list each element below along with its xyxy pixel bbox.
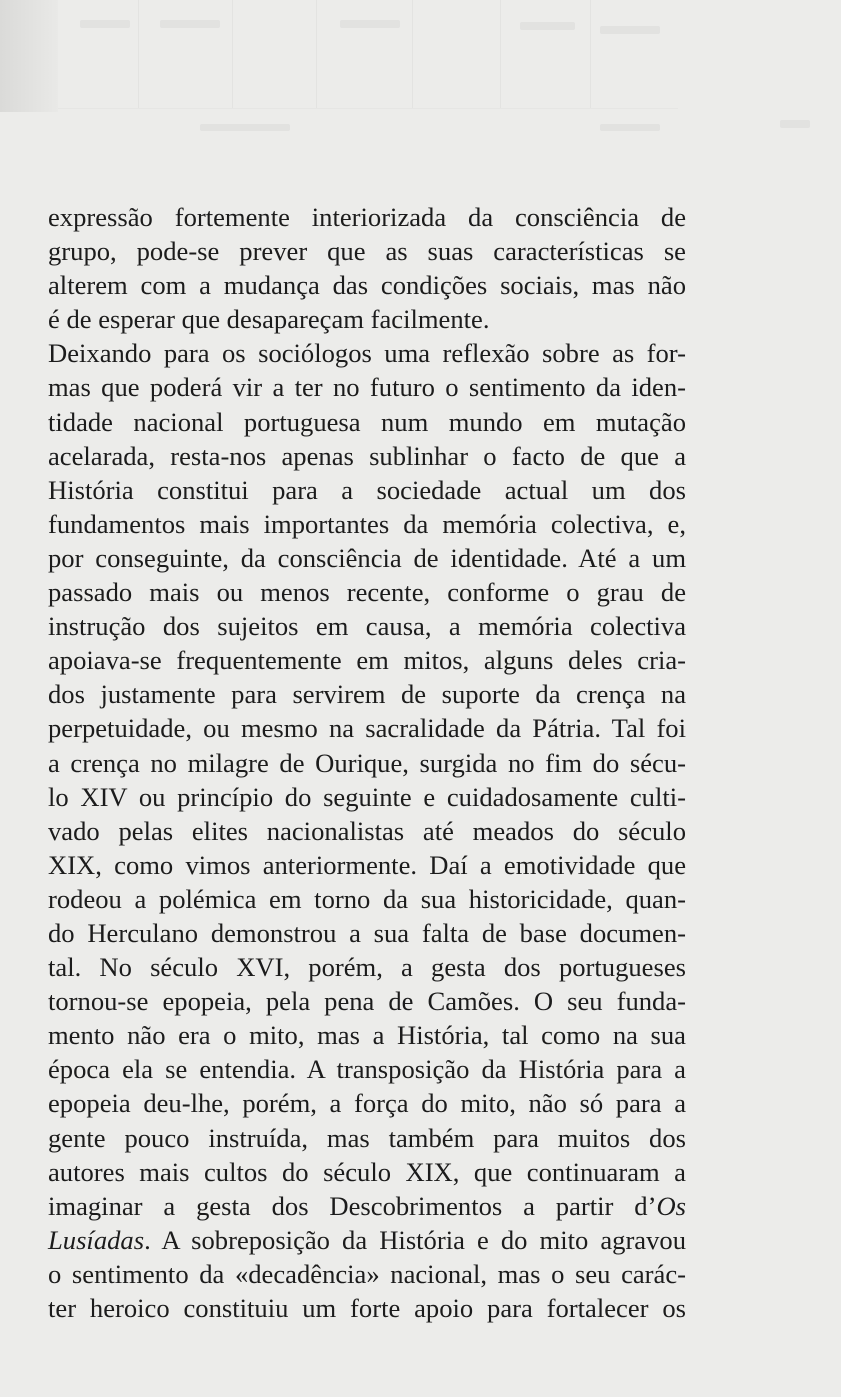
text-line: epopeia deu-lhe, porém, a força do mito, não só para a [48,1088,686,1119]
bleed-smudge [780,120,810,128]
text-line: mento não era o mito, mas a História, tal como na sua [48,1020,686,1051]
bleed-column-rule [232,0,233,108]
body-text [48,200,686,1325]
text-line: instrução dos sujeitos em causa, a memória colectiva [48,611,686,642]
text-line: imaginar a gesta dos Descobrimentos a partir d’Os [48,1190,686,1221]
text-line: tidade nacional portuguesa num mundo em mutação [48,406,686,437]
text-line: perpetuidade, ou mesmo na sacralidade da Pátria. Tal foi [48,713,686,744]
text-line: tal. No século XVI, porém, a gesta dos portugueses [48,952,686,983]
bleed-smudge [340,20,400,28]
bleed-column-rule [412,0,413,108]
text-line: autores mais cultos do século XIX, que continuaram a [48,1156,686,1187]
bleed-smudge [600,124,660,131]
bleed-smudge [520,22,575,30]
text-line: fundamentos mais importantes da memória colectiva, e, [48,508,686,539]
text-line: do Herculano demonstrou a sua falta de base documen- [48,917,686,948]
text-line: acelarada, resta-nos apenas sublinhar o facto de que a [48,440,686,471]
text-line: por conseguinte, da consciência de identidade. Até a um [48,542,686,573]
text-line: tornou-se epopeia, pela pena de Camões. O seu funda- [48,986,686,1017]
text-line: vado pelas elites nacionalistas até meados do século [48,815,686,846]
bleed-smudge [80,20,130,28]
bleed-column-rule [590,0,591,108]
text-line: grupo, pode-se prever que as suas características se [48,236,686,267]
text-line: alterem com a mudança das condições sociais, mas não [48,270,686,301]
text-line: expressão fortemente interiorizada da consciência de [48,202,686,232]
bleed-column-rule [138,0,139,108]
bleed-smudge [160,20,220,28]
text-line: lo XIV ou princípio do seguinte e cuidadosamente culti- [48,781,686,812]
show-through-artifact [0,0,841,150]
text-line: ter heroico constituiu um forte apoio para fortalecer os [48,1293,686,1323]
text-line: Deixando para os sociólogos uma reflexão sobre as for- [48,338,686,369]
bleed-table-rule [58,108,678,109]
text-line: Lusíadas. A sobreposição da História e do mito agravou [48,1224,686,1255]
bleed-smudge [600,26,660,34]
text-line: o sentimento da «decadência» nacional, mas o seu carác- [48,1258,686,1289]
text-line: época ela se entendia. A transposição da História para a [48,1054,686,1085]
page-edge-shadow [0,0,58,112]
text-line: XIX, como vimos anteriormente. Daí a emotividade que [48,849,686,880]
text-line: mas que poderá vir a ter no futuro o sentimento da iden- [48,372,686,403]
text-line: História constitui para a sociedade actual um dos [48,474,686,505]
text-line: rodeou a polémica em torno da sua historicidade, quan- [48,883,686,914]
text-line: gente pouco instruída, mas também para muitos dos [48,1122,686,1153]
text-line: é de esperar que desapareçam facilmente. [48,304,490,335]
bleed-column-rule [316,0,317,108]
text-line: apoiava-se frequentemente em mitos, alguns deles cria- [48,645,686,676]
text-line: a crença no milagre de Ourique, surgida no fim do sécu- [48,747,686,778]
text-line: dos justamente para servirem de suporte da crença na [48,679,686,710]
bleed-column-rule [500,0,501,108]
bleed-smudge [200,124,290,131]
text-line: passado mais ou menos recente, conforme o grau de [48,577,686,608]
